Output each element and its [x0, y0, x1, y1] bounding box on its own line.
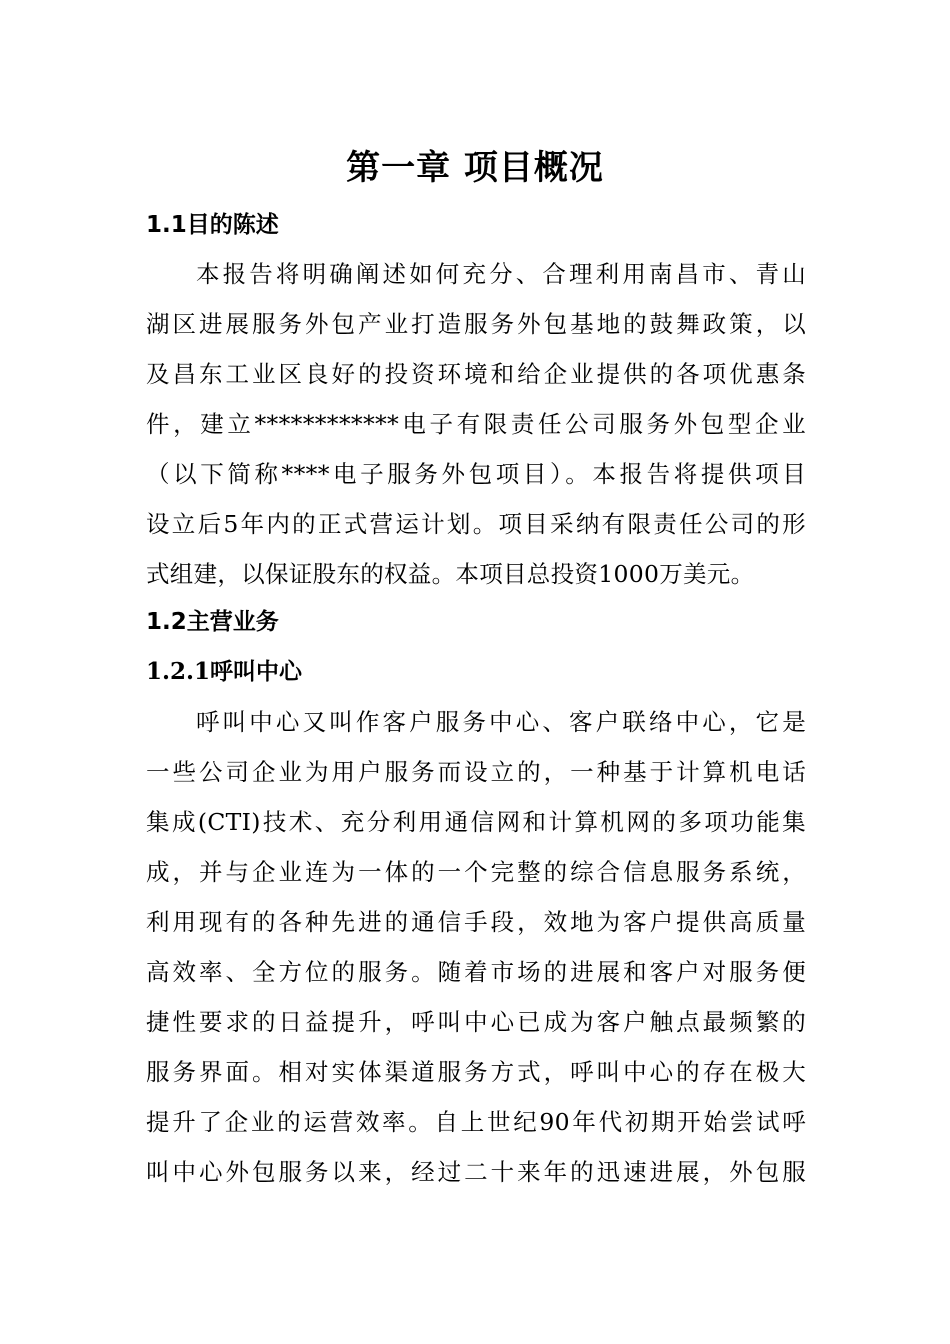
paragraph-line: 集成(CTI)技术、充分利用通信网和计算机网的多项功能集: [146, 808, 806, 836]
paragraph-line: 呼叫中心又叫作客户服务中心、客户联络中心，它是: [196, 708, 806, 736]
paragraph-line: 高效率、全方位的服务。随着市场的进展和客户对服务便: [146, 958, 806, 986]
paragraph-line: 件，建立************电子有限责任公司服务外包型企业: [146, 410, 806, 438]
paragraph-line: 及昌东工业区良好的投资环境和给企业提供的各项优惠条: [146, 360, 806, 388]
paragraph-line: 叫中心外包服务以来，经过二十来年的迅速进展，外包服: [146, 1158, 806, 1186]
paragraph-line: 服务界面。相对实体渠道服务方式，呼叫中心的存在极大: [146, 1058, 806, 1086]
paragraph-line: 设立后5年内的正式营运计划。项目采纳有限责任公司的形: [146, 510, 806, 538]
paragraph-line: 提升了企业的运营效率。自上世纪90年代初期开始尝试呼: [146, 1108, 806, 1136]
paragraph-line: 湖区进展服务外包产业打造服务外包基地的鼓舞政策，以: [146, 310, 806, 338]
paragraph-line: 成，并与企业连为一体的一个完整的综合信息服务系统，: [146, 858, 806, 886]
chapter-title: 第一章 项目概况: [346, 148, 604, 188]
section-heading-1-2-1: 1.2.1呼叫中心: [146, 658, 303, 685]
paragraph-line: 捷性要求的日益提升，呼叫中心已成为客户触点最频繁的: [146, 1008, 806, 1036]
section-heading-1-2: 1.2主营业务: [146, 609, 279, 635]
paragraph-line: 一些公司企业为用户服务而设立的，一种基于计算机电话: [146, 758, 806, 786]
paragraph-line: 本报告将明确阐述如何充分、合理利用南昌市、青山: [196, 260, 806, 288]
paragraph-line: （以下简称****电子服务外包项目）。本报告将提供项目: [146, 460, 806, 488]
paragraph-line: 利用现有的各种先进的通信手段，效地为客户提供高质量: [146, 908, 806, 936]
section-heading-1-1: 1.1目的陈述: [146, 212, 279, 238]
paragraph-line: 式组建，以保证股东的权益。本项目总投资1000万美元。: [146, 560, 755, 588]
